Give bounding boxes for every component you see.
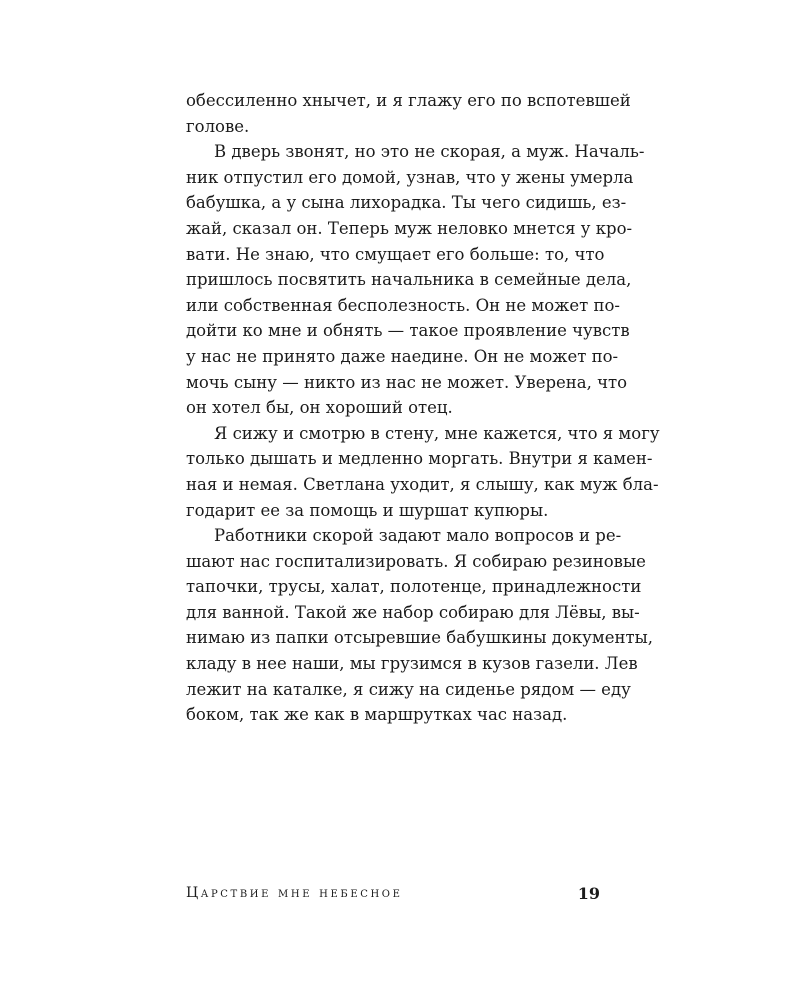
text-line: кладу в нее наши, мы грузимся в кузов газели. Лев: [186, 654, 638, 674]
text-line: мочь сыну — никто из нас не может. Уверена, что: [186, 372, 628, 392]
text-line: или собственная бесполезность. Он не может по-: [186, 295, 620, 315]
text-line: обессиленно хнычет, и я глажу его по вспотевшей: [186, 91, 631, 110]
text-line: пришлось посвятить начальника в семейные дела,: [186, 270, 632, 290]
text-line: боком, так же как в маршрутках час назад.: [186, 705, 568, 725]
text-line: ник отпустил его домой, узнав, что у жены умерла: [186, 167, 634, 187]
text-line: годарит ее за помощь и шуршат купюры.: [186, 500, 549, 520]
text-line: шают нас госпитализировать. Я собираю резиновые: [186, 551, 646, 571]
text-line: он хотел бы, он хороший отец.: [186, 398, 453, 418]
running-footer-title: Царствие мне небесное: [186, 885, 403, 901]
text-line: дойти ко мне и обнять — такое проявление чувств: [186, 321, 630, 341]
text-line: В дверь звонят, но это не скорая, а муж. Началь-: [214, 142, 645, 162]
text-line: у нас не принято даже наедине. Он не может по-: [186, 346, 619, 366]
text-line: нимаю из папки отсыревшие бабушкины документы,: [186, 628, 653, 648]
body-text: [186, 88, 660, 728]
text-line: бабушка, а у сына лихорадка. Ты чего сидишь, ез-: [186, 193, 627, 213]
text-line: только дышать и медленно моргать. Внутри я камен-: [186, 449, 653, 469]
text-line: голове.: [186, 116, 250, 136]
page-number: 19: [577, 884, 600, 903]
text-line: тапочки, трусы, халат, полотенце, принадлежности: [186, 577, 642, 597]
text-line: вати. Не знаю, что смущает его больше: то, что: [186, 244, 605, 264]
text-line: Я сижу и смотрю в стену, мне кажется, что я могу: [214, 423, 660, 443]
text-line: ная и немая. Светлана уходит, я слышу, как муж бла-: [186, 474, 659, 494]
text-line: для ванной. Такой же набор собираю для Лёвы, вы-: [186, 602, 640, 622]
text-line: Работники скорой задают мало вопросов и ре-: [214, 526, 622, 546]
text-line: лежит на каталке, я сижу на сиденье рядом — еду: [186, 679, 631, 699]
text-line: жай, сказал он. Теперь муж неловко мнется у кро-: [186, 218, 633, 238]
